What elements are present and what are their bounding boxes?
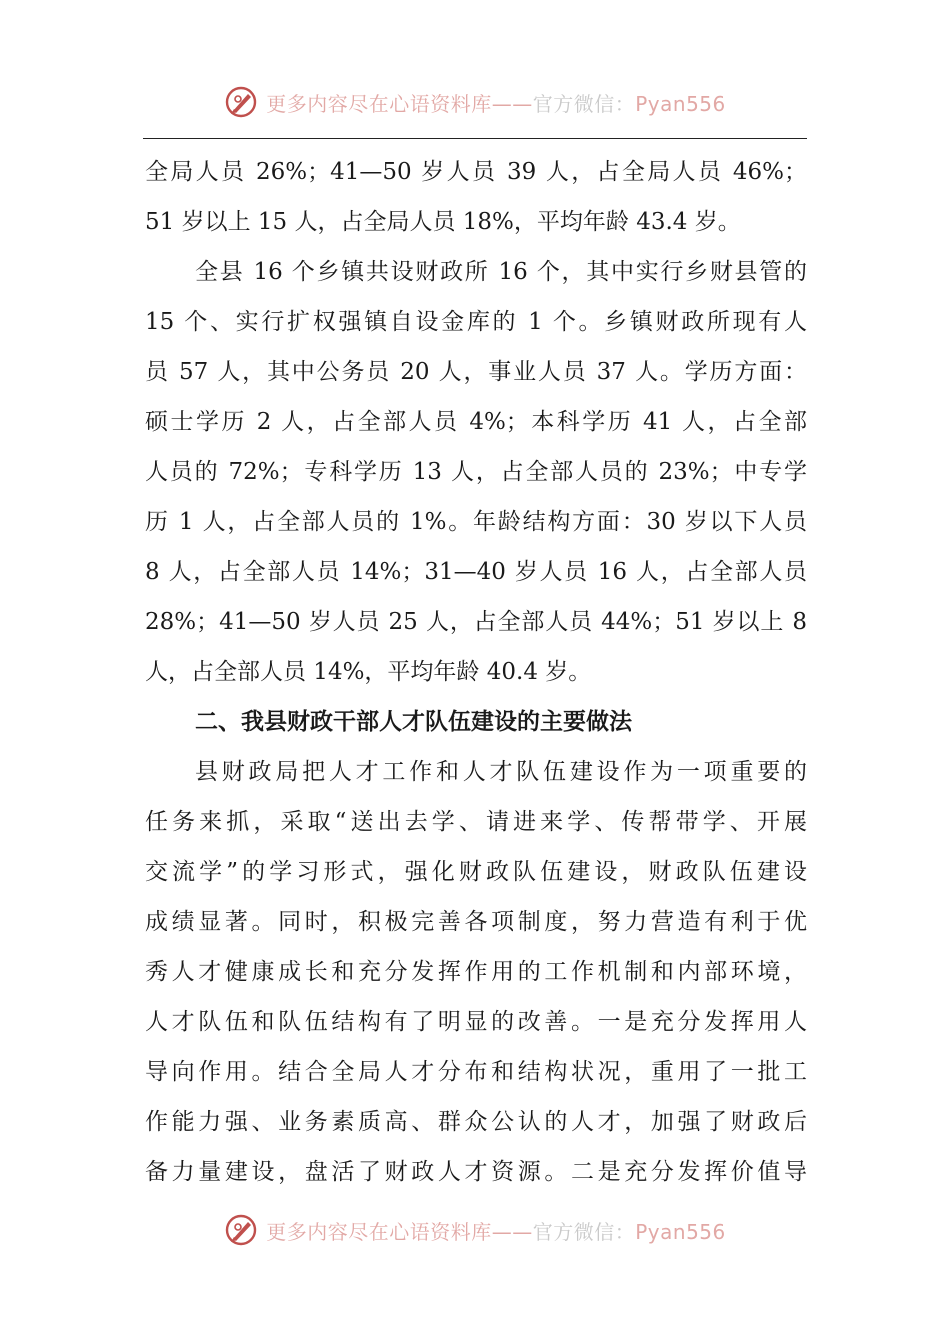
text-line: 秀人才健康成长和充分发挥作用的工作机制和内部环境， xyxy=(145,959,807,985)
text-line: 人，占全部人员 14%，平均年龄 40.4 岁。 xyxy=(145,659,592,685)
paragraph-first-line: 全县 16 个乡镇共设财政所 16 个，其中实行乡财县管的 xyxy=(195,259,807,285)
header-banner xyxy=(0,82,950,122)
section-heading: 二、我县财政干部人才队伍建设的主要做法 xyxy=(195,709,632,735)
text-line: 员 57 人，其中公务员 20 人，事业人员 37 人。学历方面： xyxy=(145,359,807,385)
pen-logo-icon xyxy=(224,1213,258,1247)
text-line: 硕士学历 2 人，占全部人员 4%；本科学历 41 人，占全部 xyxy=(145,409,807,435)
text-line: 全局人员 26%；41—50 岁人员 39 人，占全局人员 46%； xyxy=(145,159,807,185)
text-line: 备力量建设，盘活了财政人才资源。二是充分发挥价值导 xyxy=(145,1159,807,1185)
pen-logo-icon xyxy=(224,85,258,119)
text-line: 交流学”的学习形式，强化财政队伍建设，财政队伍建设 xyxy=(145,859,807,885)
text-line: 51 岁以上 15 人，占全局人员 18%，平均年龄 43.4 岁。 xyxy=(145,209,741,235)
footer-banner xyxy=(0,1210,950,1250)
text-line: 8 人，占全部人员 14%；31—40 岁人员 16 人，占全部人员 xyxy=(145,559,807,585)
paragraph-first-line: 县财政局把人才工作和人才队伍建设作为一项重要的 xyxy=(195,759,807,785)
text-line: 人才队伍和队伍结构有了明显的改善。一是充分发挥用人 xyxy=(145,1009,807,1035)
text-line: 15 个、实行扩权强镇自设金库的 1 个。乡镇财政所现有人 xyxy=(145,309,807,335)
footer-banner-text: 更多内容尽在心语资料库——官方微信：Pyan556 xyxy=(266,1219,726,1244)
text-line: 任务来抓，采取“送出去学、请进来学、传帮带学、开展 xyxy=(145,809,807,835)
text-line: 导向作用。结合全局人才分布和结构状况，重用了一批工 xyxy=(145,1059,807,1085)
text-line: 成绩显著。同时，积极完善各项制度，努力营造有利于优 xyxy=(145,909,807,935)
text-line: 人员的 72%；专科学历 13 人，占全部人员的 23%；中专学 xyxy=(145,459,807,485)
document-body xyxy=(145,147,807,1197)
header-rule xyxy=(143,138,807,139)
header-banner-text: 更多内容尽在心语资料库——官方微信：Pyan556 xyxy=(266,91,726,116)
text-line: 28%；41—50 岁人员 25 人，占全部人员 44%；51 岁以上 8 xyxy=(145,609,807,635)
text-line: 历 1 人，占全部人员的 1%。年龄结构方面：30 岁以下人员 xyxy=(145,509,807,535)
text-line: 作能力强、业务素质高、群众公认的人才，加强了财政后 xyxy=(145,1109,807,1135)
